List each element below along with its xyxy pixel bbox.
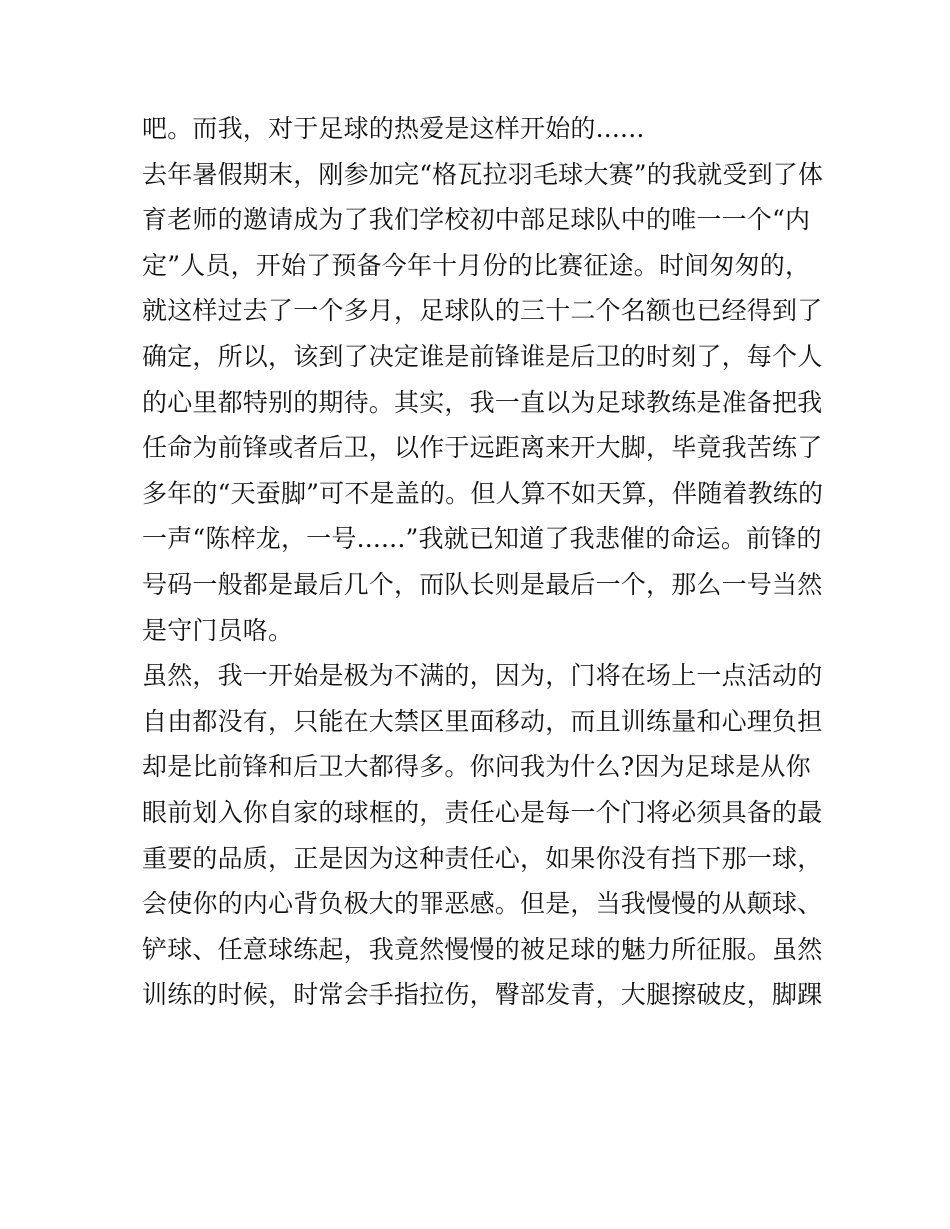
text-line: 吧。而我，对于足球的热爱是这样开始的...... xyxy=(142,114,645,143)
text-line: 去年暑假期末，刚参加完“格瓦拉羽毛球大赛”的我就受到了体 xyxy=(142,159,824,189)
text-line: 会使你的内心背负极大的罪恶感。但是，当我慢慢的从颠球、 xyxy=(142,889,823,919)
text-line: 的心里都特别的期待。其实，我一直以为足球教练是准备把我 xyxy=(142,387,823,417)
text-line: 虽然，我一开始是极为不满的，因为，门将在场上一点活动的 xyxy=(142,661,823,691)
text-line: 一声“陈梓龙，一号......”我就已知道了我悲催的命运。前锋的 xyxy=(142,524,822,554)
text-line: 定”人员，开始了预备今年十月份的比赛征途。时间匆匆的， xyxy=(142,250,811,280)
document-body xyxy=(142,106,822,1018)
text-line: 训练的时候，时常会手指拉伤，臀部发青，大腿擦破皮，脚踝 xyxy=(142,980,823,1010)
text-line: 是守门员咯。 xyxy=(142,615,294,645)
text-line: 重要的品质，正是因为这种责任心，如果你没有挡下那一球， xyxy=(142,843,823,873)
text-line: 眼前划入你自家的球框的，责任心是每一个门将必须具备的最 xyxy=(142,797,823,827)
text-line: 自由都没有，只能在大禁区里面移动，而且训练量和心理负担 xyxy=(142,706,823,736)
text-line: 铲球、任意球练起，我竟然慢慢的被足球的魅力所征服。虽然 xyxy=(142,934,823,964)
text-line: 确定，所以，该到了决定谁是前锋谁是后卫的时刻了，每个人 xyxy=(142,341,823,371)
text-line: 就这样过去了一个多月，足球队的三十二个名额也已经得到了 xyxy=(142,296,823,326)
text-line: 任命为前锋或者后卫，以作于远距离来开大脚，毕竟我苦练了 xyxy=(142,433,823,463)
text-line: 号码一般都是最后几个，而队长则是最后一个，那么一号当然 xyxy=(142,569,823,599)
text-line: 多年的“天蚕脚”可不是盖的。但人算不如天算，伴随着教练的 xyxy=(142,478,824,508)
text-line: 育老师的邀请成为了我们学校初中部足球队中的唯一一个“内 xyxy=(142,205,811,235)
text-line: 却是比前锋和后卫大都得多。你问我为什么?因为足球是从你 xyxy=(142,752,811,782)
